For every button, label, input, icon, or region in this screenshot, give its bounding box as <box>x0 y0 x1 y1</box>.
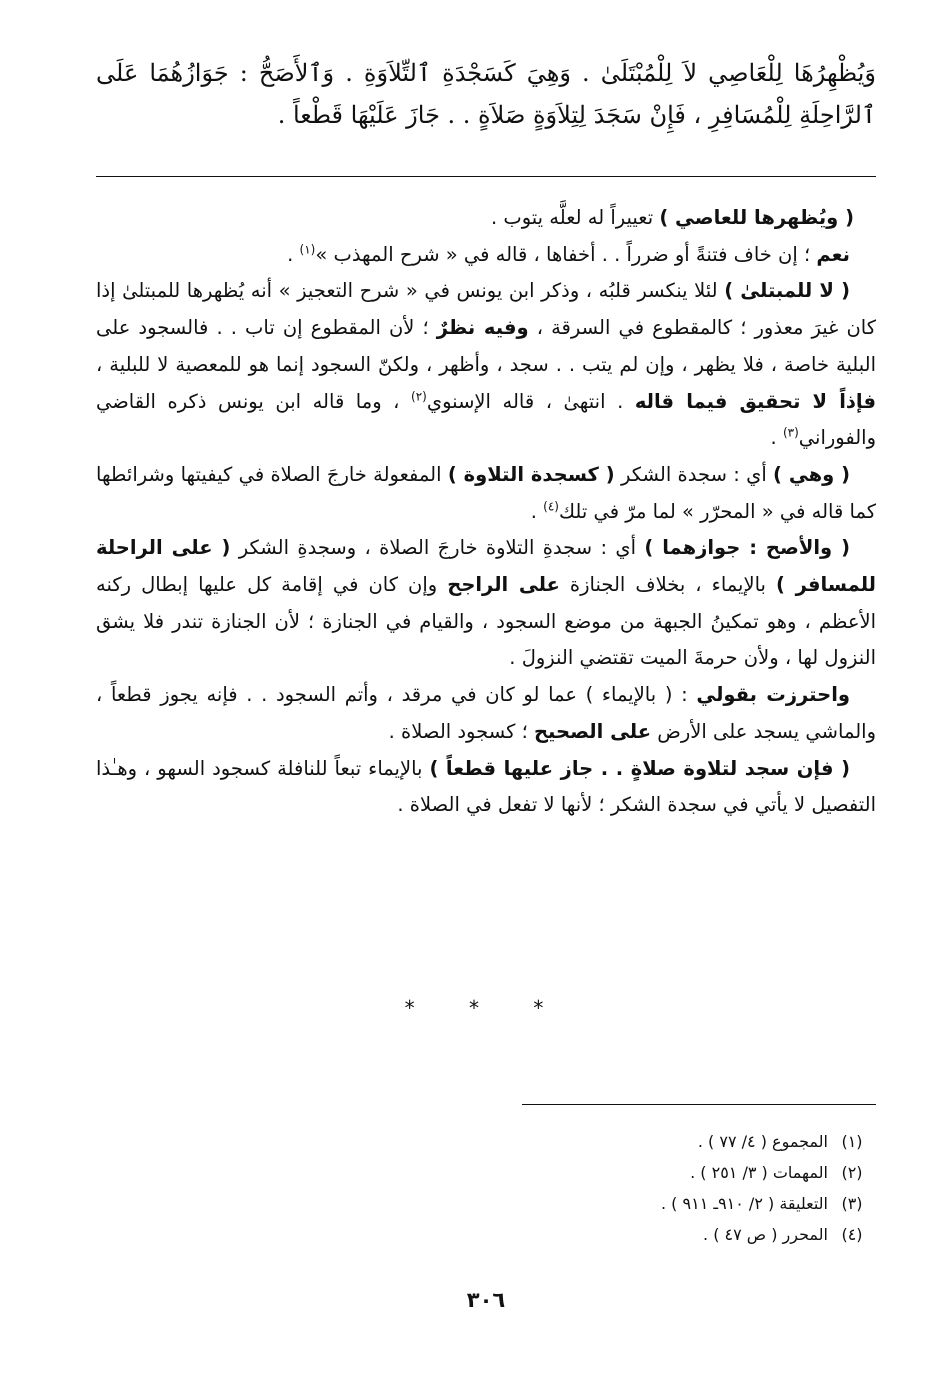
matn-text-block <box>96 52 876 136</box>
commentary-text: أي : سجدةِ التلاوة خارجَ الصلاة ، وسجدةِ الشكر <box>230 536 645 560</box>
commentary-text: . <box>530 499 544 523</box>
bold-term: واحترزت بقولي <box>696 683 850 707</box>
quoted-matn: ( لا للمبتلىٰ ) <box>724 279 850 303</box>
page-number: ٣٠٦ <box>466 1288 506 1312</box>
commentary-paragraph-4 <box>96 457 876 530</box>
commentary-text: ؛ كسجود الصلاة . <box>388 719 534 743</box>
quoted-matn: ( ويُظهرها للعاصي ) <box>659 206 854 229</box>
matn-separator-line <box>96 176 876 177</box>
section-separator-stars: * * * <box>404 996 568 1020</box>
book-page <box>96 0 876 1378</box>
commentary-text: تعييراً له لعلَّه يتوب . <box>490 206 660 229</box>
footnote-text: التعليقة ( ٢/ ٩١٠ـ ٩١١ ) . <box>661 1194 828 1213</box>
commentary-paragraph-3 <box>96 273 876 457</box>
commentary-text: أي : سجدة الشكر <box>614 462 774 486</box>
bold-term: فإذاً لا تحقيق فيما قاله <box>634 389 877 413</box>
commentary-paragraph-2 <box>96 237 876 274</box>
commentary-text: المفعولة خارجَ الصلاة في كيفيتها وشرائطها كما قاله في « المحرّر » لما مرّ في تلك <box>96 462 876 523</box>
quoted-matn: ( على الراحلة للمسافر ) <box>96 536 876 597</box>
commentary-paragraph-6 <box>96 677 876 750</box>
footnote-number: (٤) <box>841 1225 863 1244</box>
quoted-matn: ( وهي ) <box>773 462 850 486</box>
commentary-text: بالإيماء تبعاً للنافلة كسجود السهو ، وهـٰذا التفصيل لا يأتي في سجدة الشكر ؛ لأنها لا تفعل في الصلاة . <box>96 756 876 817</box>
commentary-paragraph-1 <box>96 200 876 237</box>
footnote-separator-line <box>522 1104 876 1105</box>
footnote-item <box>96 1157 876 1188</box>
commentary-text: ، وما قاله ابن يونس ذكره القاضي والفوراني <box>96 389 876 450</box>
bold-term: نعم <box>816 242 850 266</box>
footnote-text: المجموع ( ٤/ ٧٧ ) . <box>697 1132 828 1151</box>
bold-term: على الراجح <box>447 573 560 597</box>
quoted-matn: ( فإن سجد لتلاوة صلاةٍ . . جاز عليها قطعاً ) <box>429 756 850 780</box>
commentary-text: بالإيماء ، بخلاف الجنازة <box>559 573 777 597</box>
footnote-number: (١) <box>841 1132 863 1151</box>
commentary-block <box>96 200 876 824</box>
footnote-item <box>96 1188 876 1219</box>
commentary-text: وإن كان في إقامة كل عليها إبطال ركنه الأعظم ، وهو تمكينُ الجبهة من موضع السجود ، والقيام في الجنازة ؛ لأن الجنازة تندر فلا يشق النزول لها ، ولأن حرمةَ الميت تقتضي النزولَ . <box>96 573 876 670</box>
commentary-paragraph-5 <box>96 530 876 677</box>
commentary-text: . <box>770 426 783 450</box>
commentary-paragraph-7 <box>96 751 876 824</box>
commentary-text: لئلا ينكسر قلبُه ، وذكر ابن يونس في « شرح التعجيز » أنه يُظهرها للمبتلىٰ إذا كان غيرَ معذور ؛ كالمقطوع في السرقة ، <box>96 279 876 340</box>
footnote-marker: (٣) <box>782 425 799 440</box>
footnote-marker: (٤) <box>543 499 559 514</box>
footnote-marker: (٢) <box>411 389 427 404</box>
quoted-matn: ( كسجدة التلاوة ) <box>447 462 615 486</box>
footnotes-block <box>96 1126 876 1250</box>
commentary-text: ؛ إن خاف فتنةً أو ضرراً . . أخفاها ، قاله في « شرح المهذب » <box>315 242 817 266</box>
commentary-text: : ( بالإيماء ) عما لو كان في مرقد ، وأتم السجود . . فإنه يجوز قطعاً ، والماشي يسجد على الأرض <box>96 683 876 743</box>
footnote-text: المهمات ( ٣/ ٢٥١ ) . <box>690 1163 828 1182</box>
commentary-text: ؛ لأن المقطوع إن تاب . . فالسجود على البلية خاصة ، فلا يظهر ، وإن لم يتب . . سجد ، وأظهر ، ولكنّ السجود إنما هو للمعصية لا للبلية ، <box>96 316 876 376</box>
commentary-text: . انتهىٰ ، قاله الإسنوي <box>426 389 635 413</box>
footnote-number: (٢) <box>841 1163 863 1182</box>
footnote-item <box>96 1219 876 1250</box>
bold-term: وفيه نظرٌ <box>436 316 529 340</box>
footnote-item <box>96 1126 876 1157</box>
quoted-matn: ( والأصح : جوازهما ) <box>644 536 850 560</box>
footnote-number: (٣) <box>841 1194 863 1213</box>
commentary-text: . <box>287 242 300 266</box>
bold-term: على الصحيح <box>534 719 652 743</box>
footnote-text: المحرر ( ص ٤٧ ) . <box>703 1225 828 1244</box>
footnote-marker: (١) <box>299 242 316 257</box>
matn-paragraph: وَيُظْهِرُهَا لِلْعَاصِي لاَ لِلْمُبْتَلَىٰ . وَهِيَ كَسَجْدَةِ ٱلتِّلاَوَةِ . وَٱلأَصَحُّ : جَوَازُهُمَا عَلَى ٱلرَّاحِلَةِ لِلْمُسَافِرِ ، فَإِنْ سَجَدَ لِتِلاَوَةٍ صَلاَةٍ . . جَازَ عَلَيْهَا قَطْعاً . <box>96 59 876 129</box>
